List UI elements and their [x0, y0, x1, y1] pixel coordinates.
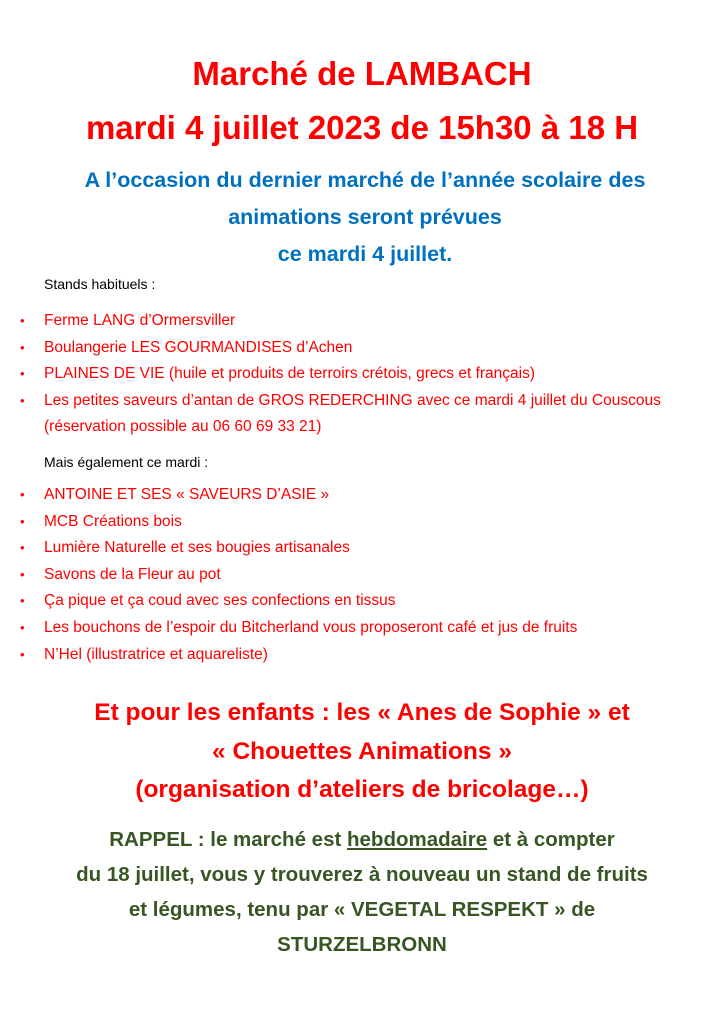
list-item: • ANTOINE ET SES « SAVEURS D’ASIE » — [0, 482, 724, 509]
list-item: • Ferme LANG d’Ormersviller — [0, 308, 724, 335]
rappel-line-2: du 18 juillet, vous y trouverez à nouveau un stand de fruits — [76, 863, 648, 886]
list-item: • Boulangerie LES GOURMANDISES d’Achen — [0, 335, 724, 362]
rappel-line-3: et légumes, tenu par « VEGETAL RESPEKT » de — [128, 898, 596, 921]
kids-line-3: (organisation d’ateliers de bricolage…) — [135, 776, 589, 803]
list-item: • PLAINES DE VIE (huile et produits de terroirs crétois, grecs et français) — [0, 361, 724, 388]
list-item: • Les petites saveurs d’antan de GROS REDERCHING avec ce mardi 4 juillet du Couscous (réservation possible au 06 60 69 33 21) — [0, 388, 724, 441]
title-line-2: mardi 4 juillet 2023 de 15h30 à 18 H — [85, 109, 639, 146]
bullet-icon: • — [20, 619, 25, 635]
stands-extra-label: Mais également ce mardi : — [44, 454, 209, 470]
list-item: • Les bouchons de l’espoir du Bitcherland vous proposeront café et jus de fruits — [0, 615, 724, 642]
bullet-icon: • — [20, 513, 25, 529]
bullet-icon: • — [20, 487, 25, 502]
list-item: • Lumière Naturelle et ses bougies artisanales — [0, 535, 724, 562]
bullet-icon: • — [20, 540, 25, 556]
stands-extra-list — [0, 482, 724, 668]
list-item: • N’Hel (illustratrice et aquareliste) — [0, 642, 724, 669]
bullet-icon: • — [20, 646, 25, 662]
intro-line-3: ce mardi 4 juillet. — [277, 242, 453, 266]
bullet-icon: • — [20, 566, 25, 582]
kids-line-1: Et pour les enfants : les « Anes de Sophie » et — [94, 699, 630, 726]
intro-line-1: A l’occasion du dernier marché de l’année scolaire des — [84, 168, 646, 192]
list-item: • Ça pique et ça coud avec ses confections en tissus — [0, 588, 724, 615]
bullet-icon: • — [20, 339, 25, 355]
kids-announcement — [0, 694, 724, 810]
kids-line-2: « Chouettes Animations » — [212, 737, 512, 765]
title-line-1: Marché de LAMBACH — [192, 55, 532, 92]
stands-habituels-list — [0, 308, 724, 441]
intro-line-2: animations seront prévues — [228, 205, 502, 229]
rappel-notice — [0, 822, 724, 962]
rappel-line-4: STURZELBRONN — [277, 933, 447, 956]
stands-habituels-label: Stands habituels : — [44, 276, 156, 292]
bullet-icon: • — [20, 392, 25, 408]
list-item: • MCB Créations bois — [0, 509, 724, 536]
hebdomadaire-underlined: hebdomadaire — [347, 828, 488, 851]
bullet-icon: • — [20, 593, 25, 609]
rappel-line-1: RAPPEL : le marché est hebdomadaire et à compter — [109, 828, 615, 851]
intro-text — [20, 162, 710, 273]
list-item: • Savons de la Fleur au pot — [0, 562, 724, 589]
bullet-icon: • — [20, 313, 25, 328]
bullet-icon: • — [20, 366, 25, 382]
